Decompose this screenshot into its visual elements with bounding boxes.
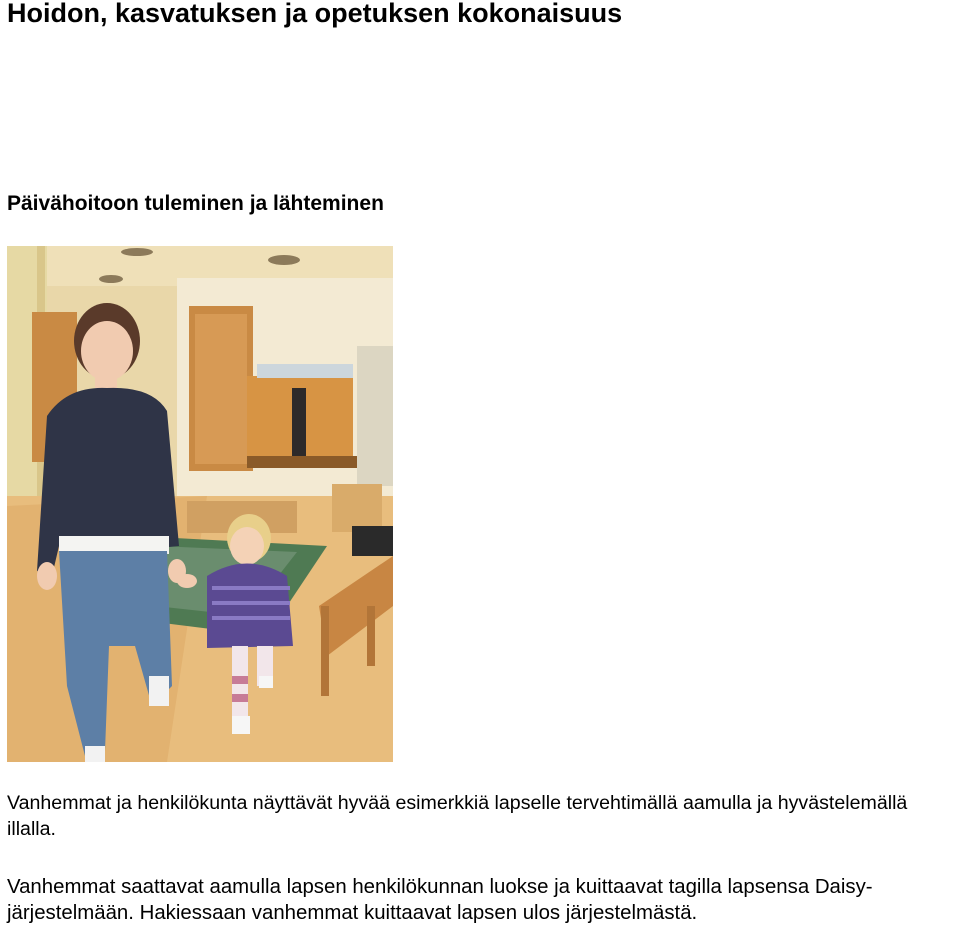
paragraph-greeting: Vanhemmat ja henkilökunta näyttävät hyvää esimerkkiä lapselle tervehtimällä aamulla ja hyvästelemällä illalla. [7,792,908,840]
page-title: Hoidon, kasvatuksen ja opetuksen kokonaisuus [7,0,623,28]
paragraph-daisy-system: Vanhemmat saattavat aamulla lapsen henkilökunnan luokse ja kuittaavat tagilla lapsensa Daisy-järjestelmään. Hakiessaan vanhemmat kuittaavat lapsen ulos järjestelmästä. [7,876,873,924]
daycare-photo [7,246,393,762]
section-heading: Päivähoitoon tuleminen ja lähteminen [7,192,384,215]
